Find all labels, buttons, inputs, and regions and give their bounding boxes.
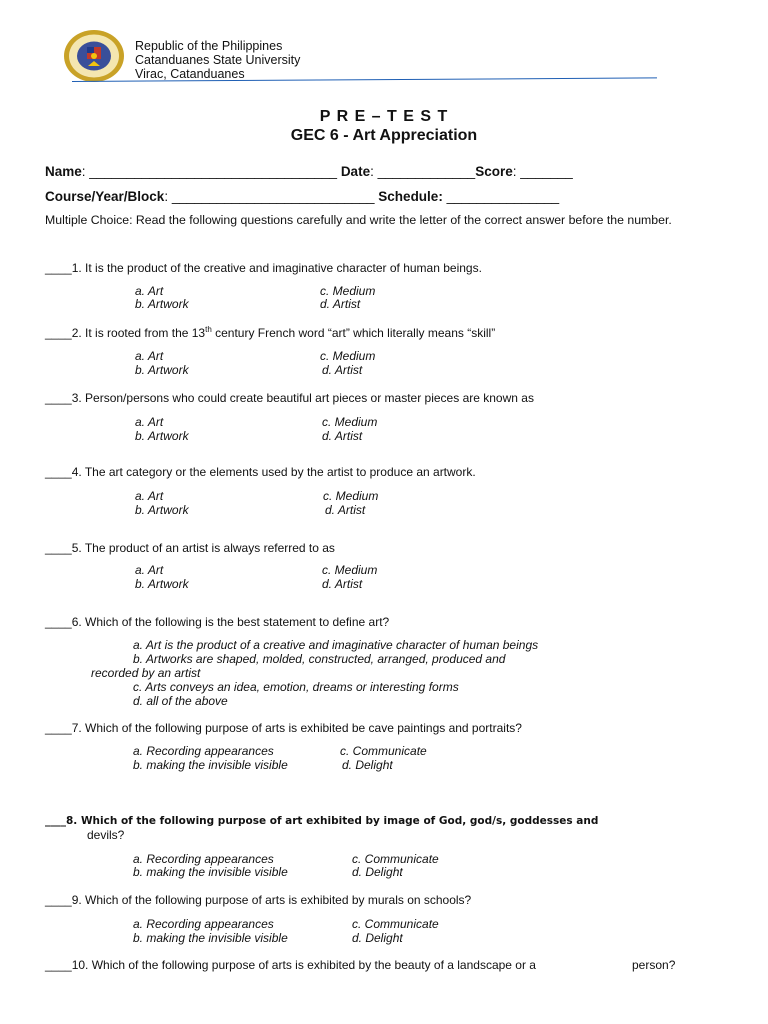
question-1: ____1. It is the product of the creative and imaginative character of human beings. (45, 261, 482, 275)
question-7: ____7. Which of the following purpose of arts is exhibited be cave paintings and portraits? (45, 721, 522, 735)
q4-option-c: c. Medium (323, 489, 379, 503)
q7-option-b: b. making the invisible visible (133, 758, 288, 772)
q9-option-b: b. making the invisible visible (133, 931, 288, 945)
schedule-blank: _______________ (442, 189, 560, 204)
question-3: ____3. Person/persons who could create beautiful art pieces or master pieces are known as (45, 391, 534, 405)
date-blank: : _____________ (370, 164, 476, 179)
header-location: Virac, Catanduanes (135, 67, 245, 81)
q3-option-a: a. Art (135, 415, 164, 429)
q1-option-a: a. Art (135, 284, 164, 298)
question-8-cont: devils? (87, 828, 125, 842)
q3-option-c: c. Medium (322, 415, 378, 429)
q6-option-b: b. Artworks are shaped, molded, constructed, arranged, produced and (133, 652, 506, 666)
q2-option-c: c. Medium (320, 349, 376, 363)
instructions: Multiple Choice: Read the following questions carefully and write the letter of the correct answer before the number. (45, 213, 672, 227)
question-8: ____8. Which of the following purpose of art exhibited by image of God, god/s, goddesses and (45, 815, 599, 827)
q9-option-c: c. Communicate (352, 917, 439, 931)
q1-option-d: d. Artist (320, 297, 361, 311)
q2-option-a: a. Art (135, 349, 164, 363)
course-label: Course/Year/Block (45, 189, 165, 204)
title-course: GEC 6 - Art Appreciation (290, 127, 478, 144)
q4-option-a: a. Art (135, 489, 164, 503)
q6-option-d: d. all of the above (133, 694, 228, 708)
name-label: Name (45, 164, 82, 179)
q6-option-b-cont: recorded by an artist (91, 666, 201, 680)
q6-option-c: c. Arts conveys an idea, emotion, dreams or interesting forms (133, 680, 459, 694)
q5-option-d: d. Artist (322, 577, 363, 591)
q6-option-a: a. Art is the product of a creative and imaginative character of human beings (133, 638, 539, 652)
q2-option-d: d. Artist (322, 363, 363, 377)
question-10: ____10. Which of the following purpose of arts is exhibited by the beauty of a landscape or a (45, 958, 536, 972)
q2-option-b: b. Artwork (135, 363, 189, 377)
q9-option-a: a. Recording appearances (133, 917, 274, 931)
q4-option-b: b. Artwork (135, 503, 189, 517)
course-blank: : ___________________________ (164, 189, 379, 204)
university-seal-logo (62, 28, 126, 84)
header-republic: Republic of the Philippines (135, 39, 283, 53)
q2-stem-post: century French word “art” which literally means “skill” (211, 326, 496, 340)
q5-option-b: b. Artwork (135, 577, 189, 591)
q2-stem-sup: th (205, 325, 212, 334)
date-label: Date (340, 164, 371, 179)
q4-option-d: d. Artist (325, 503, 366, 517)
q7-option-c: c. Communicate (340, 744, 427, 758)
q1-option-c: c. Medium (320, 284, 376, 298)
q3-option-b: b. Artwork (135, 429, 189, 443)
q9-option-d: d. Delight (352, 931, 403, 945)
course-schedule-line (45, 189, 559, 204)
q8-option-c: c. Communicate (352, 852, 439, 866)
question-6: ____6. Which of the following is the best statement to define art? (45, 615, 390, 629)
header-university: Catanduanes State University (135, 53, 301, 67)
q2-stem-pre: ____2. It is rooted from the 13 (45, 326, 206, 340)
score-label: Score (475, 164, 513, 179)
score-blank: : _______ (512, 164, 573, 179)
question-4: ____4. The art category or the elements used by the artist to produce an artwork. (45, 465, 476, 479)
question-5: ____5. The product of an artist is always referred to as (45, 541, 335, 555)
name-blank: : _________________________________ (81, 164, 341, 179)
q8-option-b: b. making the invisible visible (133, 865, 288, 879)
q7-option-d: d. Delight (342, 758, 393, 772)
question-10-cont: person? (632, 958, 676, 972)
title-pretest: P R E – T E S T (319, 108, 449, 125)
q5-option-c: c. Medium (322, 563, 378, 577)
q1-option-b: b. Artwork (135, 297, 189, 311)
q8-option-a: a. Recording appearances (133, 852, 274, 866)
q5-option-a: a. Art (135, 563, 164, 577)
name-date-score-line (45, 164, 573, 179)
question-2 (45, 325, 495, 340)
q3-option-d: d. Artist (322, 429, 363, 443)
q7-option-a: a. Recording appearances (133, 744, 274, 758)
q8-option-d: d. Delight (352, 865, 403, 879)
question-9: ____9. Which of the following purpose of arts is exhibited by murals on schools? (45, 893, 472, 907)
schedule-label: Schedule: (378, 189, 443, 204)
